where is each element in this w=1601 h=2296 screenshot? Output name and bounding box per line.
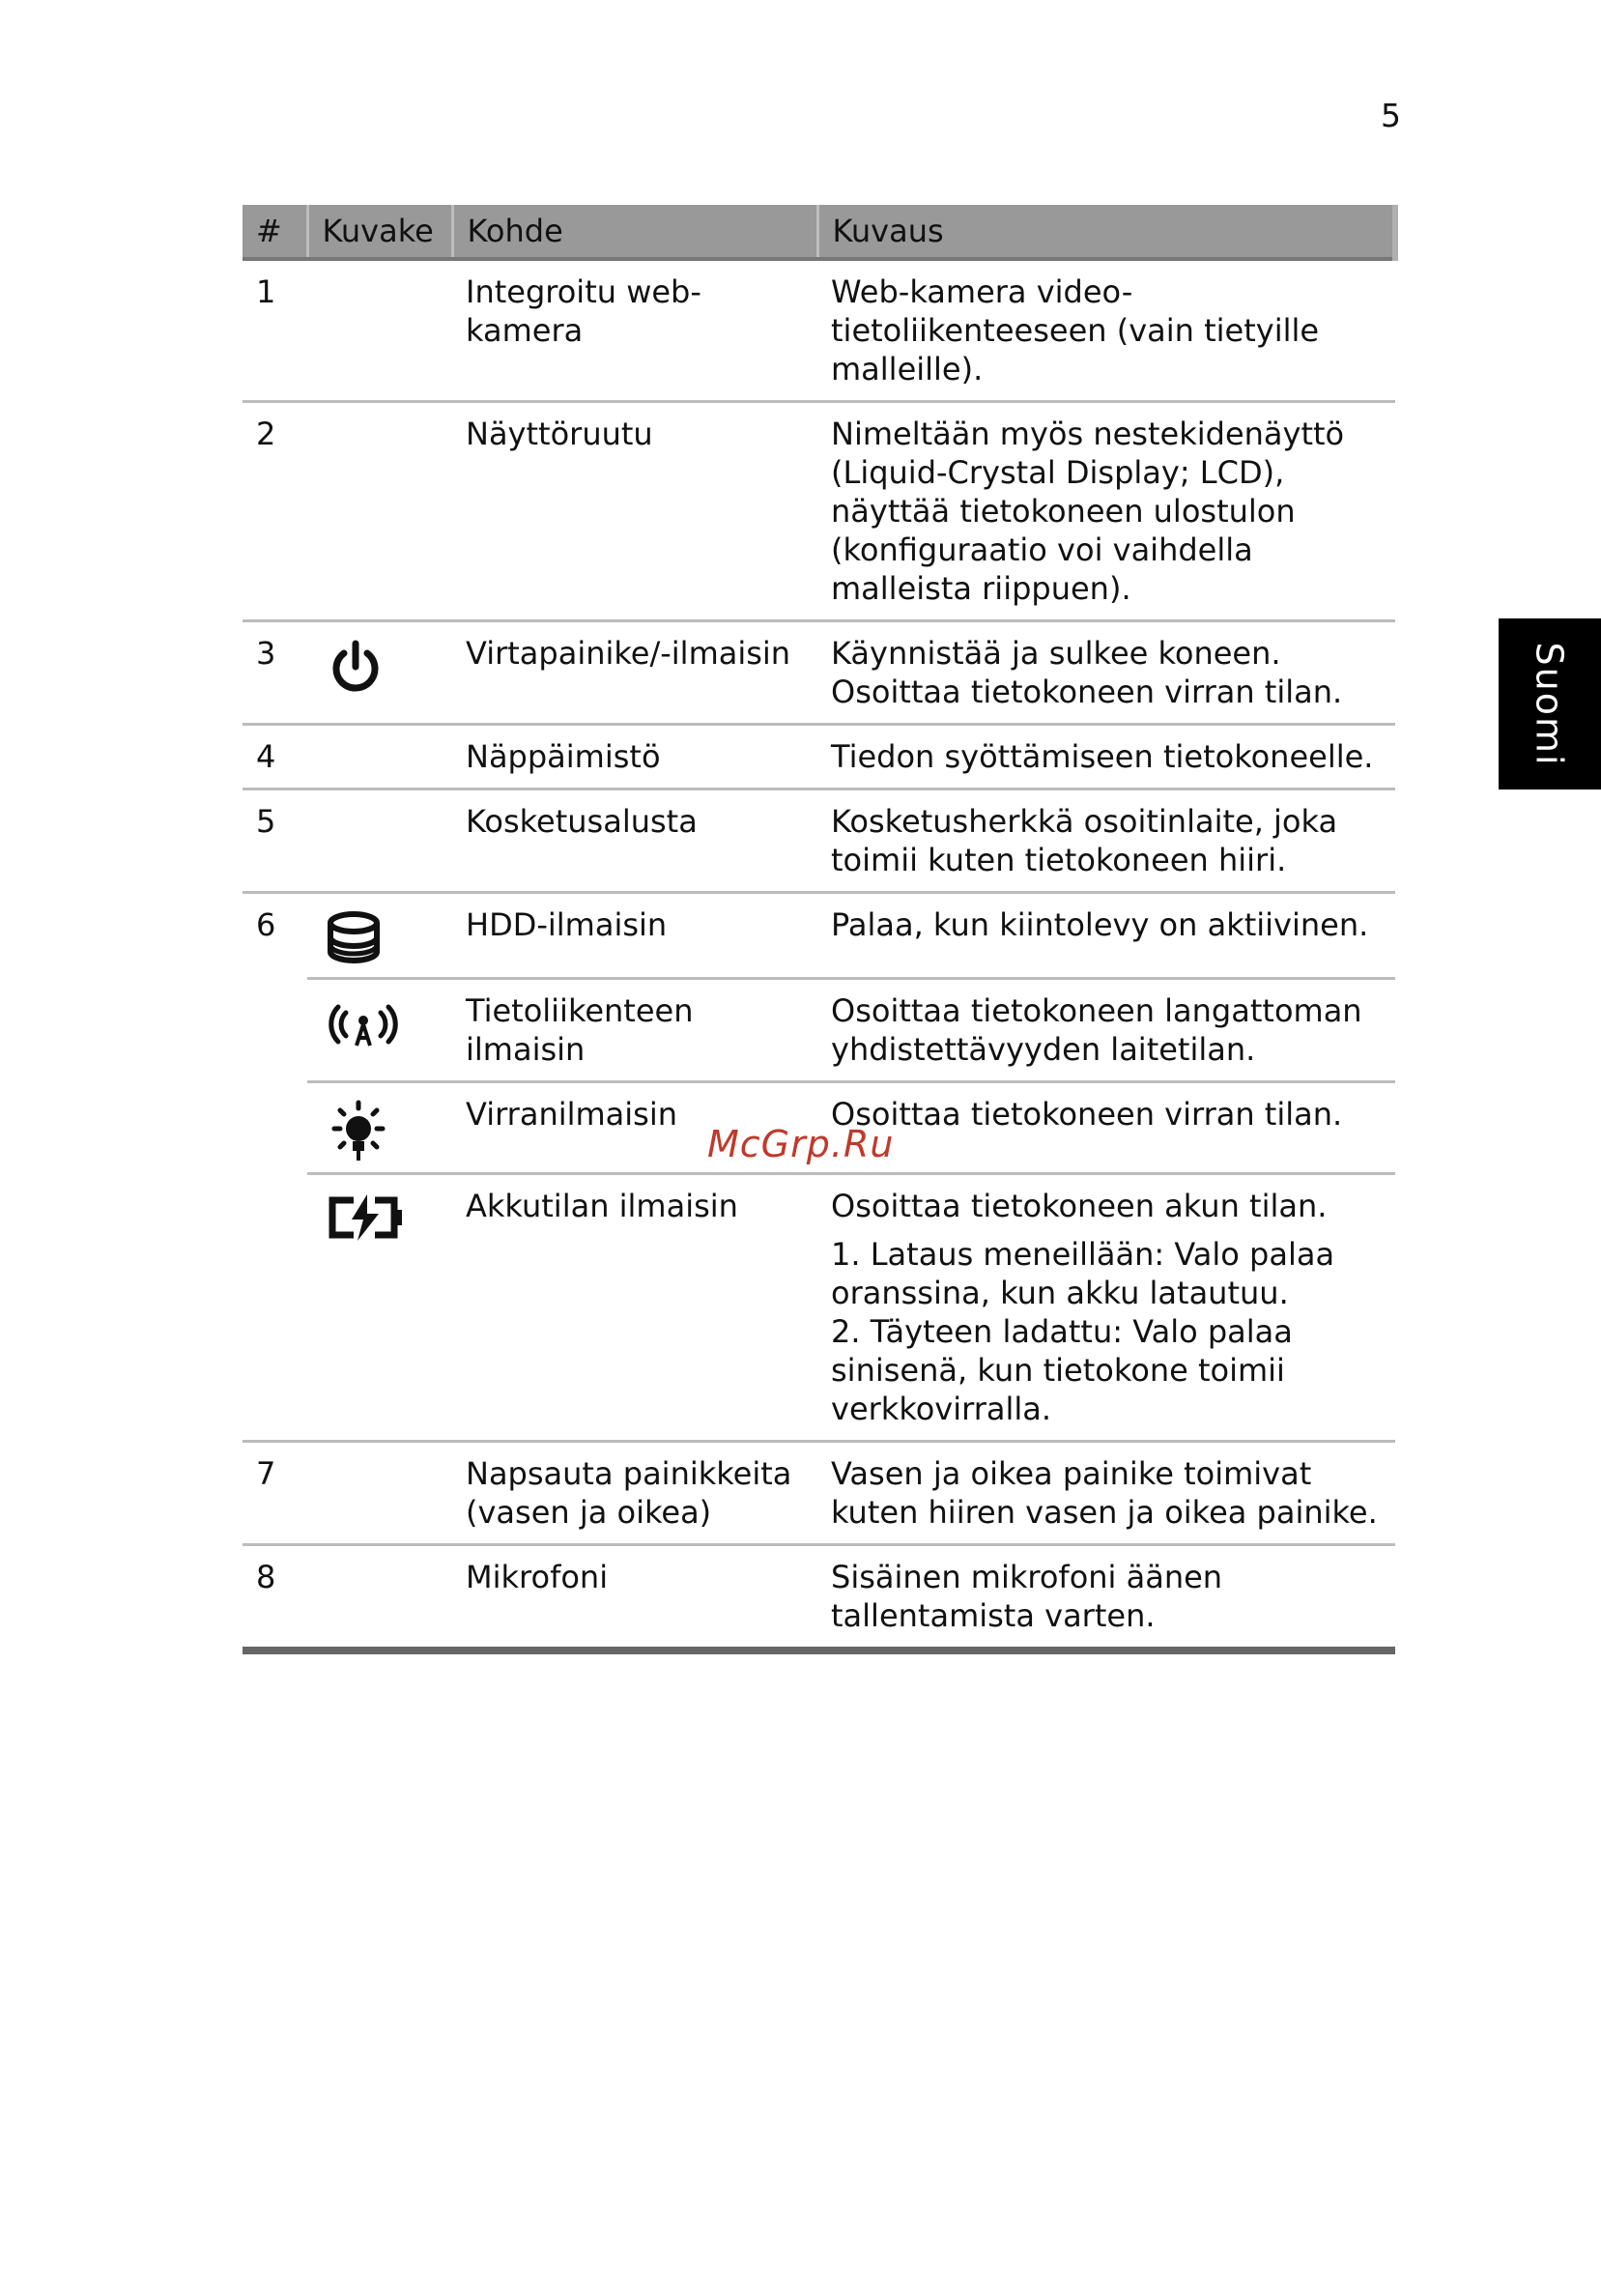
language-label: Suomi (1529, 641, 1571, 767)
row-description: Vasen ja oikea painike toimivat kuten hiiren vasen ja oikea painike. (817, 1442, 1395, 1545)
watermark-logo: McGrp.Ru (707, 1123, 895, 1165)
row-number: 7 (243, 1442, 307, 1545)
row-number: 3 (243, 621, 307, 725)
table-row (243, 725, 1395, 789)
row-number: 2 (243, 402, 307, 621)
row-description: Palaa, kun kiintolevy on aktiivinen. (817, 893, 1395, 979)
header-item: Kohde (452, 205, 817, 259)
row-number: 1 (243, 259, 307, 402)
hdd-icon (325, 907, 452, 969)
table-row (243, 621, 1395, 725)
row-item: Akkutilan ilmaisin (452, 1174, 817, 1442)
table-header-row (243, 205, 1395, 259)
header-icon: Kuvake (307, 205, 452, 259)
battery-icon (325, 1189, 452, 1247)
row-description: Web-kamera video-tietoliikenteeseen (vain tietyille malleille). (817, 259, 1395, 402)
row-number: 8 (243, 1545, 307, 1651)
row-description: Kosketusherkkä osoitinlaite, joka toimii kuten tietokoneen hiiri. (817, 789, 1395, 893)
row-item: Näppäimistö (452, 725, 817, 789)
row-number (243, 979, 307, 1082)
charging-status-note: 1. Lataus meneillään: Valo palaa oranssina, kun akku latautuu. (831, 1236, 1335, 1311)
row-number (243, 1082, 307, 1174)
component-table (243, 205, 1398, 1654)
page-number: 5 (1381, 97, 1401, 134)
header-number: # (243, 205, 307, 259)
row-description: Tiedon syöttämiseen tietokoneelle. (817, 725, 1395, 789)
row-description: Nimeltään myös nestekidenäyttö (Liquid-Crystal Display; LCD), näyttää tietokoneen ulostulon (konfiguraatio voi vaihdella malleista riippuen). (817, 402, 1395, 621)
table-row (243, 1545, 1395, 1651)
row-item: Mikrofoni (452, 1545, 817, 1651)
row-item: Virtapainike/-ilmaisin (452, 621, 817, 725)
row-item: Kosketusalusta (452, 789, 817, 893)
row-item: Näyttöruutu (452, 402, 817, 621)
row-description-group (817, 1174, 1395, 1442)
row-number: 6 (256, 906, 276, 943)
table-row (243, 1442, 1395, 1545)
charged-status-note: 2. Täyteen ladattu: Valo palaa sinisenä, kun tietokone toimii verkkovirralla. (831, 1313, 1293, 1427)
table-row (243, 893, 1395, 979)
row-description: Osoittaa tietokoneen akun tilan. (831, 1188, 1328, 1224)
table-row (243, 789, 1395, 893)
row-description: Osoittaa tietokoneen virran tilan. (817, 1082, 1395, 1174)
row-number (243, 1174, 307, 1442)
language-side-tab (1499, 618, 1601, 789)
row-item: HDD-ilmaisin (452, 893, 817, 979)
row-item: Virranilmaisin (452, 1082, 817, 1174)
power-icon (325, 636, 452, 698)
table-row (243, 402, 1395, 621)
row-number: 5 (243, 789, 307, 893)
row-item: Napsauta painikkeita (vasen ja oikea) (452, 1442, 817, 1545)
header-description: Kuvaus (817, 205, 1395, 259)
row-description: Käynnistää ja sulkee koneen. Osoittaa tietokoneen virran tilan. (817, 621, 1395, 725)
wireless-icon (325, 993, 452, 1055)
power-led-icon (325, 1097, 452, 1164)
row-description: Osoittaa tietokoneen langattoman yhdistettävyyden laitetilan. (817, 979, 1395, 1082)
row-description: Sisäinen mikrofoni äänen tallentamista varten. (817, 1545, 1395, 1651)
row-item: Tietoliikenteen ilmaisin (452, 979, 817, 1082)
table-row (243, 259, 1395, 402)
table-row (243, 1174, 1395, 1442)
table-row (243, 979, 1395, 1082)
row-item: Integroitu web-kamera (452, 259, 817, 402)
row-number: 4 (243, 725, 307, 789)
